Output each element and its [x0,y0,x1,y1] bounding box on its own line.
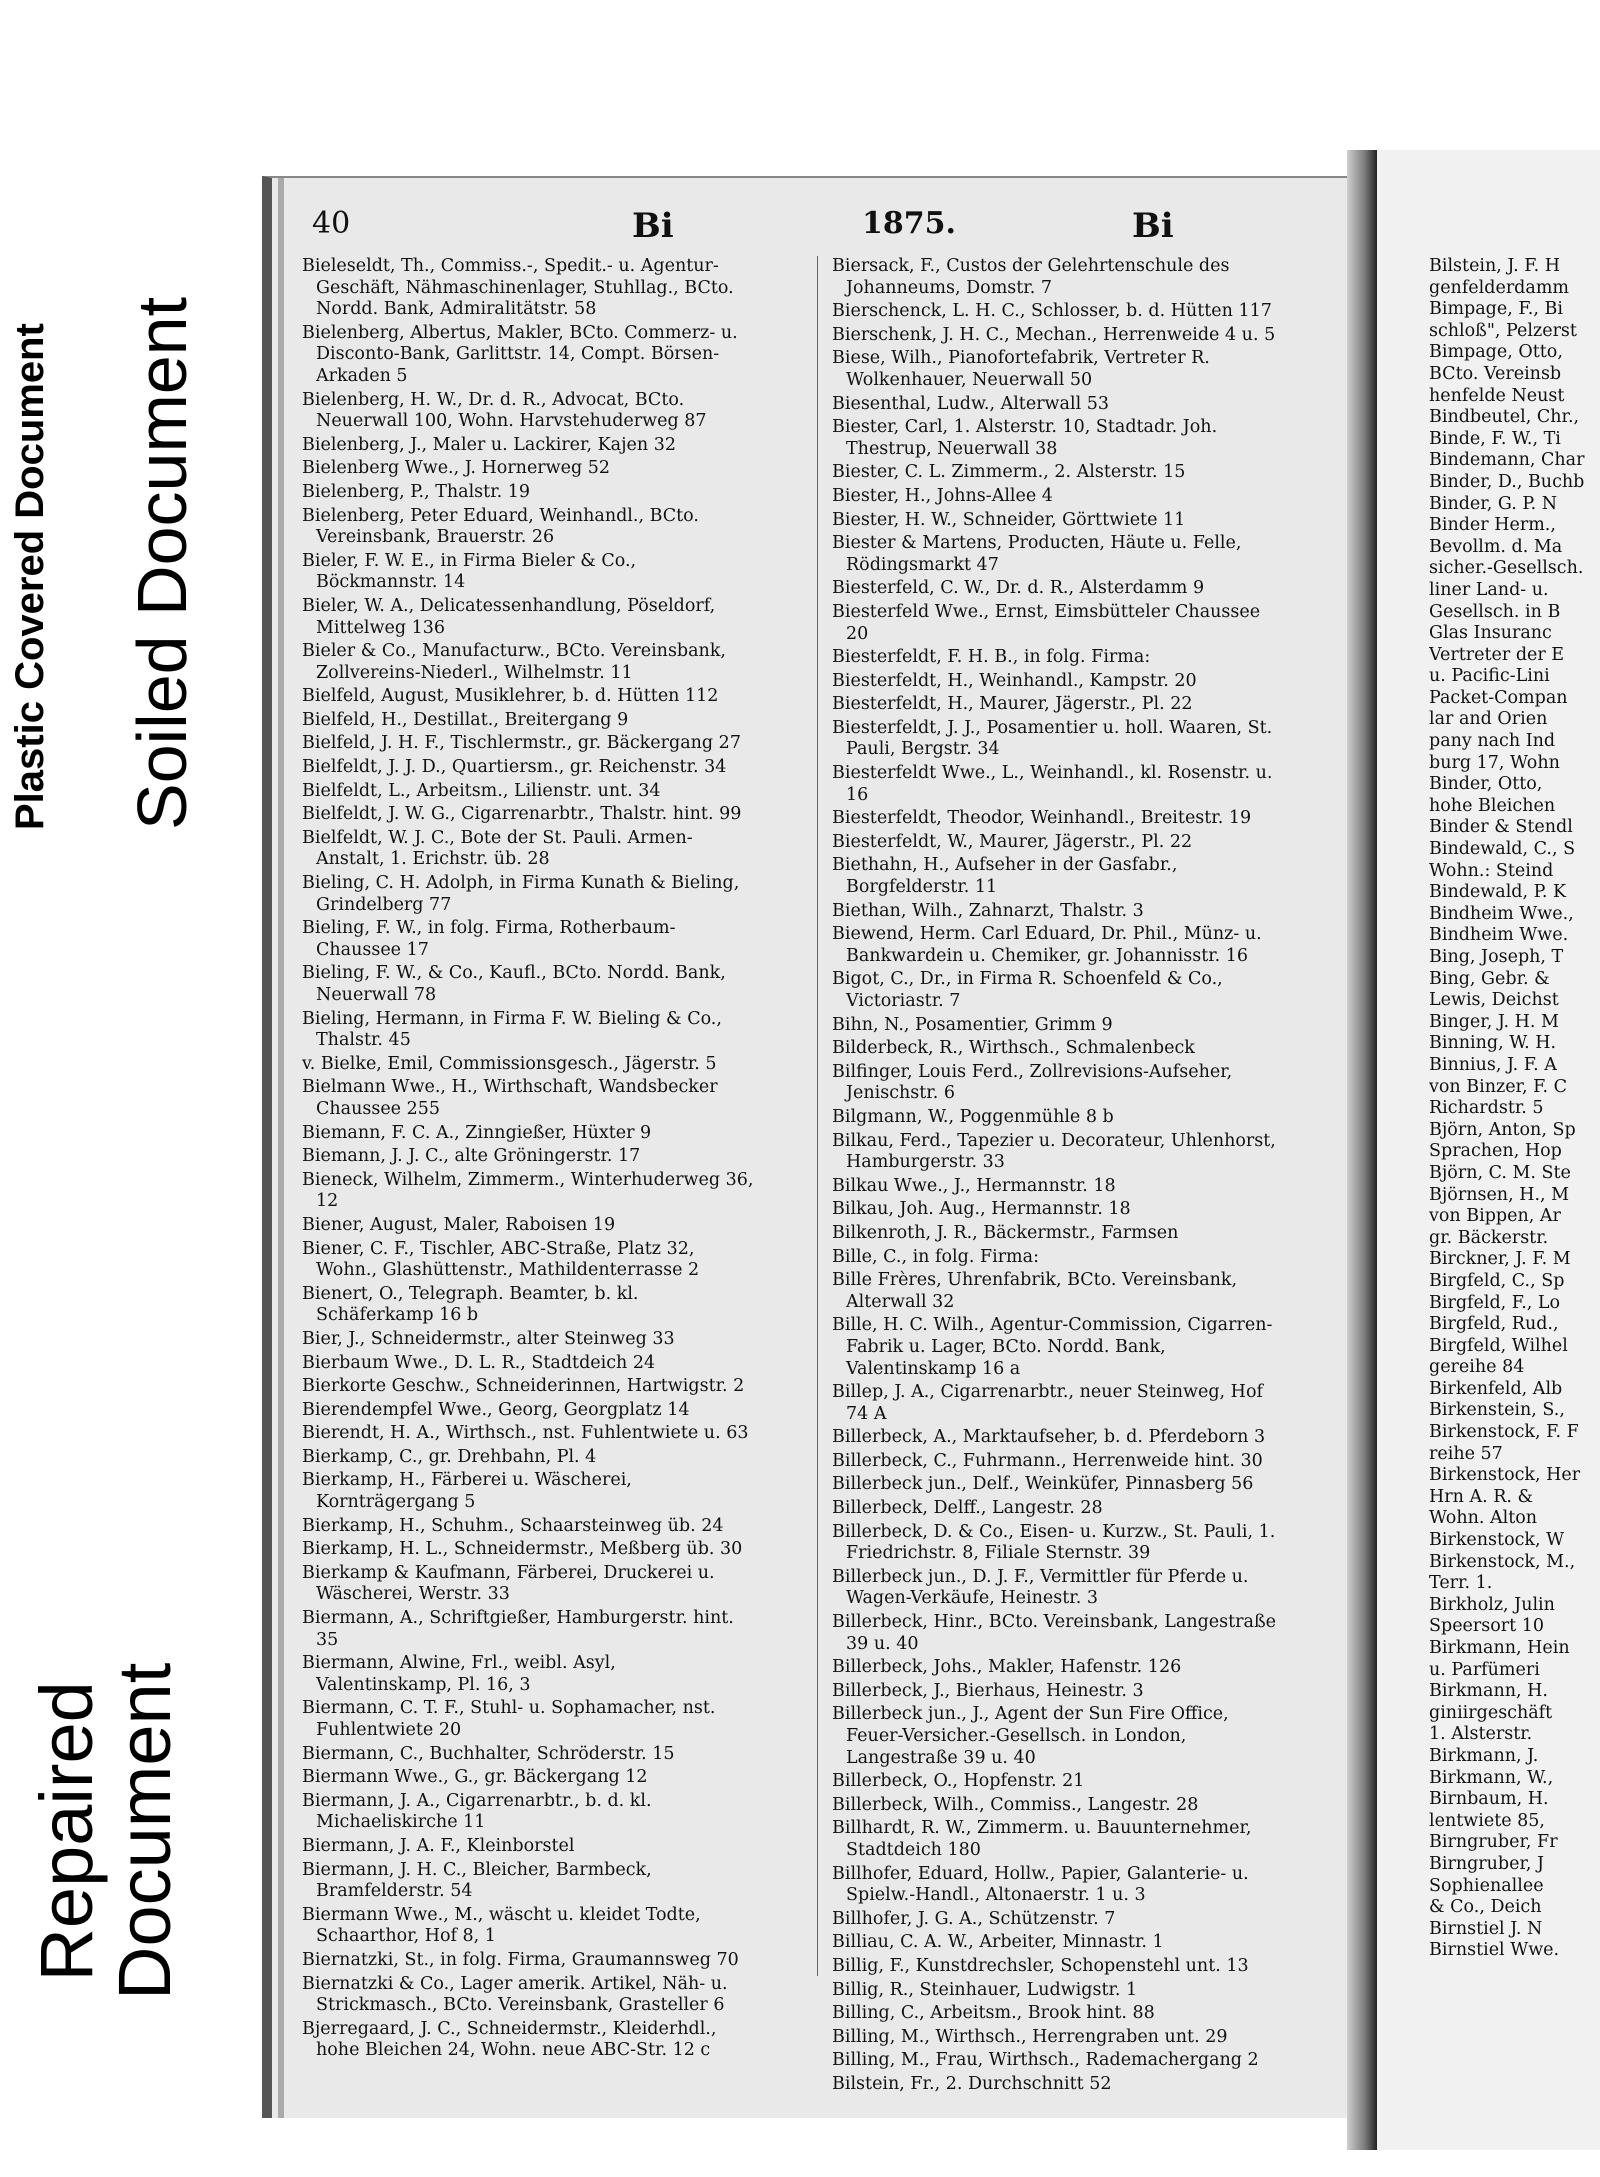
directory-entry: von Bippen, Ar [1429,1206,1561,1227]
directory-entry: Billerbeck, Johs., Makler, Hafenstr. 126 [832,1657,1182,1678]
directory-entry: Birnstiel Wwe. [1429,1940,1560,1961]
directory-entry: Billerbeck, A., Marktaufseher, b. d. Pferdeborn 3 [832,1427,1266,1448]
directory-entry: Bierkamp, H., Schuhm., Schaarsteinweg üb. 24 [302,1515,724,1536]
directory-entry: Birgfeld, Wilhel [1429,1335,1568,1356]
middle-column [832,256,1287,2098]
directory-entry: Billerbeck, C., Fuhrmann., Herrenweide hint. 30 [832,1450,1263,1471]
directory-entry: Bielenberg, J., Maler u. Lackirer, Kajen 32 [302,434,677,455]
directory-entry: u. Pacific-Lini [1429,666,1550,687]
directory-entry: lentwiete 85, [1429,1810,1545,1831]
directory-entry: Glas Insuranc [1429,623,1552,644]
directory-entry: Biermann, Alwine, Frl., weibl. Asyl, Valentinskamp, Pl. 16, 3 [302,1653,616,1695]
directory-entry: Bindheim Wwe., [1429,903,1574,924]
directory-entry: Binder, G. P. N [1429,493,1558,514]
directory-entry: Biesterfeldt, F. H. B., in folg. Firma: [832,647,1151,668]
directory-entry: Biester, Carl, 1. Alsterstr. 10, Stadtadr. Joh. Thestrup, Neuerwall 38 [832,417,1218,459]
directory-entry: pany nach Ind [1429,731,1556,752]
directory-entry: Billing, C., Arbeitsm., Brook hint. 88 [832,2003,1155,2024]
directory-entry: Billig, F., Kunstdrechsler, Schopenstehl unt. 13 [832,1955,1249,1976]
directory-entry: Bilgmann, W., Poggenmühle 8 b [832,1106,1114,1127]
directory-entry: Binde, F. W., Ti [1429,428,1561,449]
directory-entry: Billhofer, Eduard, Hollw., Papier, Galanterie- u. Spielw.-Handl., Altonaerstr. 1 u. 3 [832,1863,1249,1906]
directory-entry: Bindemann, Char [1429,450,1585,471]
directory-entry: Bielfeld, August, Musiklehrer, b. d. Hütten 112 [302,686,719,707]
side-label-plastic-covered: Plastic Covered Document [8,323,52,830]
directory-entry: Richardstr. 5 [1429,1098,1544,1119]
directory-entry: BCto. Vereinsb [1429,363,1562,384]
directory-entry: Biemann, F. C. A., Zinngießer, Hüxter 9 [302,1122,652,1143]
directory-entry: Billerbeck, Wilh., Commiss., Langestr. 28 [832,1794,1199,1815]
directory-entry: Bierkorte Geschw., Schneiderinnen, Hartwigstr. 2 [302,1376,745,1397]
directory-entry: Biernatzki & Co., Lager amerik. Artikel, Näh- u. Strickmasch., BCto. Vereinsbank, Grasteller 6 [302,1973,728,2016]
directory-entry: gereihe 84 [1429,1357,1525,1378]
directory-entry: Bieler, F. W. E., in Firma Bieler & Co., Böckmannstr. 14 [302,550,637,593]
directory-entry: Bindheim Wwe. [1429,925,1569,946]
directory-entry: Birnstiel J. N [1429,1918,1543,1939]
directory-entry: Bierbaum Wwe., D. L. R., Stadtdeich 24 [302,1352,656,1373]
directory-entry: giniirgeschäft [1429,1702,1553,1723]
directory-entry: Binder Herm., [1429,515,1556,536]
directory-entry: lar and Orien [1429,709,1548,730]
page-number: 40 [312,206,351,241]
directory-entry: Bimpage, Otto, [1429,342,1563,363]
directory-entry: Biener, C. F., Tischler, ABC-Straße, Platz 32, Wohn., Glashüttenstr., Mathildenterrasse 2 [302,1238,700,1281]
directory-entry: Biesterfeldt Wwe., L., Weinhandl., kl. Rosenstr. u. 16 [832,763,1273,805]
directory-entry: Biermann, A., Schriftgießer, Hamburgerstr. hint. 35 [302,1608,734,1650]
directory-entry: Bigot, C., Dr., in Firma R. Schoenfeld & Co., Victoriastr. 7 [832,969,1223,1011]
directory-entry: Björn, C. M. Ste [1429,1162,1571,1183]
side-label-repaired-line2: Document [102,1662,186,2000]
directory-entry: Bilderbeck, R., Wirthsch., Schmalenbeck [832,1038,1195,1059]
directory-entry: Biermann, J. A. F., Kleinborstel [302,1835,575,1856]
directory-entry: Biester, C. L. Zimmerm., 2. Alsterstr. 15 [832,462,1186,483]
directory-entry: Birkenstock, W [1429,1530,1565,1551]
directory-entry: Bierkamp & Kaufmann, Färberei, Druckerei u. Wäscherei, Werstr. 33 [302,1562,715,1605]
facing-page [1377,150,1600,2150]
directory-entry: Birnbaum, H. [1429,1789,1549,1810]
directory-entry: Bieneck, Wilhelm, Zimmerm., Winterhuderweg 36, 12 [302,1169,754,1212]
directory-entry: Bindewald, P. K [1429,882,1567,903]
directory-entry: Bilstein, J. F. H [1429,256,1561,276]
directory-entry: Gesellsch. in B [1429,601,1561,622]
directory-entry: Björnsen, H., M [1429,1184,1570,1205]
directory-entry: Bieling, F. W., in folg. Firma, Rotherbaum-Chaussee 17 [302,918,676,960]
directory-entry: Billerbeck, Delff., Langestr. 28 [832,1498,1103,1519]
directory-entry: Birkholz, Julin [1429,1594,1555,1615]
directory-entry: Biermann Wwe., G., gr. Bäckergang 12 [302,1767,648,1788]
directory-entry: Sophienallee [1429,1875,1544,1896]
directory-entry: Bielfeldt, L., Arbeitsm., Lilienstr. unt. 34 [302,780,661,801]
directory-entry: Birgfeld, Rud., [1429,1314,1559,1335]
directory-entry: Bilstein, Fr., 2. Durchschnitt 52 [832,2073,1112,2094]
directory-page [262,176,1357,2118]
directory-entry: Binder & Stendl [1429,817,1573,838]
directory-entry: Birckner, J. F. M [1429,1249,1571,1270]
directory-entry: Billerbeck, J., Bierhaus, Heinestr. 3 [832,1680,1144,1701]
directory-entry: Bieling, Hermann, in Firma F. W. Bieling & Co., Thalstr. 45 [302,1008,722,1051]
directory-entry: Birkmann, J. [1429,1745,1539,1766]
directory-entry: Bielfeldt, J. J. D., Quartiersm., gr. Reichenstr. 34 [302,757,727,778]
directory-entry: Bing, Gebr. & [1429,968,1550,989]
directory-entry: Bierkamp, H. L., Schneidermstr., Meßberg üb. 30 [302,1539,743,1560]
directory-entry: Billing, M., Frau, Wirthsch., Rademachergang 2 [832,2050,1259,2071]
directory-entry: u. Parfümeri [1429,1659,1540,1680]
directory-entry: v. Bielke, Emil, Commissionsgesch., Jägerstr. 5 [302,1053,717,1074]
directory-entry: Birkmann, H. [1429,1681,1548,1702]
directory-entry: Lewis, Deichst [1429,990,1559,1011]
directory-entry: Biesterfeldt, H., Maurer, Jägerstr., Pl. 22 [832,694,1193,715]
side-label-repaired-line1: Repaired [25,1681,108,1982]
directory-entry: Bielenberg, Peter Eduard, Weinhandl., BCto. Vereinsbank, Brauerstr. 26 [302,505,699,548]
directory-entry: Bilkau, Joh. Aug., Hermannstr. 18 [832,1199,1131,1220]
directory-entry: Billerbeck jun., D. J. F., Vermittler für Pferde u. Wagen-Verkäufe, Heinestr. 3 [832,1566,1249,1609]
directory-entry: Bielfeld, H., Destillat., Breitergang 9 [302,709,629,730]
directory-entry: Bierschenk, J. H. C., Mechan., Herrenweide 4 u. 5 [832,324,1276,345]
directory-entry: Bier, J., Schneidermstr., alter Steinweg 33 [302,1328,675,1349]
directory-entry: Biethan, Wilh., Zahnarzt, Thalstr. 3 [832,900,1144,921]
directory-entry: Billing, M., Wirthsch., Herrengraben unt. 29 [832,2026,1228,2047]
directory-entry: Birngruber, Fr [1429,1832,1558,1853]
book-gutter [1347,150,1377,2150]
directory-entry: Birkenstock, F. F [1429,1422,1579,1443]
directory-entry: burg 17, Wohn [1429,752,1560,773]
directory-entry: Billhofer, J. G. A., Schützenstr. 7 [832,1908,1116,1929]
directory-entry: Biesterfeldt, Theodor, Weinhandl., Breitestr. 19 [832,808,1252,829]
directory-entry: Bilkenroth, J. R., Bäckermstr., Farmsen [832,1222,1179,1243]
directory-entry: Sprachen, Hop [1429,1141,1562,1162]
directory-entry: Bilkau, Ferd., Tapezier u. Decorateur, Uhlenhorst, Hamburgerstr. 33 [832,1130,1276,1173]
directory-entry: Bienert, O., Telegraph. Beamter, b. kl. Schäferkamp 16 b [302,1283,639,1326]
directory-entry: Bindewald, C., S [1429,839,1576,860]
directory-entry: Bieler, W. A., Delicatessenhandlung, Pöseldorf, Mittelweg 136 [302,595,716,638]
directory-entry: Binning, W. H. [1429,1033,1557,1054]
directory-entry: Bielenberg, H. W., Dr. d. R., Advocat, BCto. Neuerwall 100, Wohn. Harvstehuderweg 87 [302,389,707,432]
facing-page-column [1429,256,1600,1962]
directory-entry: Billiau, C. A. W., Arbeiter, Minnastr. 1 [832,1932,1164,1953]
directory-entry: Billerbeck, O., Hopfenstr. 21 [832,1771,1085,1792]
left-column [302,256,757,2064]
column-divider [817,256,818,1976]
directory-entry: Bihn, N., Posamentier, Grimm 9 [832,1014,1113,1035]
directory-entry: Birkenstock, Her [1429,1465,1581,1486]
directory-entry: hohe Bleichen [1429,795,1556,816]
directory-entry: Birkenfeld, Alb [1429,1378,1563,1399]
directory-entry: Bierendempfel Wwe., Georg, Georgplatz 14 [302,1399,690,1420]
directory-entry: Biermann Wwe., M., wäscht u. kleidet Todte, Schaarthor, Hof 8, 1 [302,1904,701,1947]
directory-entry: Bevollm. d. Ma [1429,536,1563,557]
directory-entry: Bierkamp, C., gr. Drehbahn, Pl. 4 [302,1446,597,1467]
side-label-repaired [25,1662,186,2000]
directory-entry: Biethahn, H., Aufseher in der Gasfabr., Borgfelderstr. 11 [832,855,1178,898]
directory-entry: Vertreter der E [1429,644,1565,665]
directory-entry: sicher.-Gesellsch. [1429,558,1584,579]
directory-entry: Bilfinger, Louis Ferd., Zollrevisions-Aufseher, Jenischstr. 6 [832,1061,1233,1104]
directory-entry: Bierschenck, L. H. C., Schlosser, b. d. Hütten 117 [832,301,1272,322]
directory-entry: reihe 57 [1429,1443,1503,1464]
directory-entry: Billerbeck, D. & Co., Eisen- u. Kurzw., St. Pauli, 1. Friedrichstr. 8, Filiale Sternstr. 39 [832,1521,1276,1564]
directory-entry: Binger, J. H. M [1429,1011,1559,1032]
directory-entry: Wohn. Alton [1429,1508,1538,1529]
directory-entry: Bieling, C. H. Adolph, in Firma Kunath & Bieling, Grindelberg 77 [302,873,740,915]
directory-entry: Wohn.: Steind [1429,860,1554,881]
directory-entry: Biesenthal, Ludw., Alterwall 53 [832,393,1109,414]
directory-entry: Biermann, C., Buchhalter, Schröderstr. 15 [302,1743,675,1764]
directory-entry: Bierendt, H. A., Wirthsch., nst. Fuhlentwiete u. 63 [302,1423,749,1444]
page-header [302,206,1342,246]
directory-entry: Binder, D., Buchb [1429,471,1585,492]
header-right-tag: Bi [1132,206,1174,246]
directory-entry: Bielmann Wwe., H., Wirthschaft, Wandsbecker Chaussee 255 [302,1077,718,1119]
directory-entry: Biesterfeld, C. W., Dr. d. R., Alsterdamm 9 [832,578,1205,599]
directory-entry: Birkmann, Hein [1429,1638,1570,1658]
directory-entry: Birkenstock, M., [1429,1551,1576,1572]
directory-entry: Biese, Wilh., Pianofortefabrik, Vertreter R. Wolkenhauer, Neuerwall 50 [832,348,1210,390]
directory-entry: Biesterfeldt, W., Maurer, Jägerstr., Pl. 22 [832,831,1193,852]
directory-entry: Björn, Anton, Sp [1429,1119,1576,1140]
directory-entry: Bielenberg Wwe., J. Hornerweg 52 [302,458,611,479]
directory-entry: Biernatzki, St., in folg. Firma, Graumannsweg 70 [302,1949,739,1970]
directory-entry: Birgfeld, C., Sp [1429,1270,1565,1291]
directory-entry: 1. Alsterstr. [1429,1724,1533,1745]
directory-entry: Billerbeck jun., J., Agent der Sun Fire Office, Feuer-Versicher.-Gesellsch. in London, Langestraße 39 u. 40 [832,1704,1229,1768]
directory-entry: Birkmann, W., [1429,1767,1554,1788]
directory-entry: Billerbeck, Hinr., BCto. Vereinsbank, Langestraße 39 u. 40 [832,1612,1277,1654]
directory-entry: Bielfeldt, J. W. G., Cigarrenarbtr., Thalstr. hint. 99 [302,804,742,825]
directory-entry: Bielenberg, Albertus, Makler, BCto. Commerz- u. Disconto-Bank, Garlittstr. 14, Compt. Börsen-Arkaden 5 [302,322,738,386]
directory-entry: gr. Bäckerstr. [1429,1227,1549,1248]
directory-entry: Billep, J. A., Cigarrenarbtr., neuer Steinweg, Hof 74 A [832,1382,1263,1424]
directory-entry: Bielfeldt, W. J. C., Bote der St. Pauli. Armen-Anstalt, 1. Erichstr. üb. 28 [302,827,693,870]
directory-entry: Biesterfeld Wwe., Ernst, Eimsbütteler Chaussee 20 [832,601,1261,644]
directory-entry: Birngruber, J [1429,1853,1545,1874]
directory-entry: Bjerregaard, J. C., Schneidermstr., Kleiderhdl., hohe Bleichen 24, Wohn. neue ABC-Str. 12 c [302,2018,717,2061]
directory-entry: Biewend, Herm. Carl Eduard, Dr. Phil., Münz- u. Bankwardein u. Chemiker, gr. Johannisstr. 16 [832,924,1262,966]
directory-entry: Bilkau Wwe., J., Hermannstr. 18 [832,1175,1116,1196]
directory-entry: Billerbeck jun., Delf., Weinküfer, Pinnasberg 56 [832,1474,1254,1495]
directory-entry: Billig, R., Steinhauer, Ludwigstr. 1 [832,1979,1138,2000]
directory-entry: Bimpage, F., Bi [1429,299,1563,320]
directory-entry: Bieler & Co., Manufacturw., BCto. Vereinsbank, Zollvereins-Niederl., Wilhelmstr. 11 [302,641,726,683]
directory-entry: Biermann, C. T. F., Stuhl- u. Sophamacher, nst. Fuhlentwiete 20 [302,1698,716,1740]
side-label-soiled: Soiled Document [123,296,201,830]
directory-entry: Biester & Martens, Producten, Häute u. Felle, Rödingsmarkt 47 [832,533,1242,575]
directory-entry: Terr. 1. [1429,1573,1493,1594]
directory-entry: Bieleseldt, Th., Commiss.-, Spedit.- u. Agentur-Geschäft, Nähmaschinenlager, Stuhllag., BCto. Nordd. Bank, Admiralitätstr. 58 [302,256,734,320]
directory-entry: Bieling, F. W., & Co., Kaufl., BCto. Nordd. Bank, Neuerwall 78 [302,963,726,1005]
header-left-tag: Bi [632,206,674,246]
directory-entry: Biester, H. W., Schneider, Görttwiete 11 [832,509,1186,530]
directory-entry: Bille, H. C. Wilh., Agentur-Commission, Cigarren-Fabrik u. Lager, BCto. Nordd. Bank, Valentinskamp 16 a [832,1315,1273,1379]
directory-entry: Biester, H., Johns-Allee 4 [832,485,1053,506]
directory-entry: Speersort 10 [1429,1616,1545,1637]
directory-entry: Biermann, J. A., Cigarrenarbtr., b. d. kl. Michaeliskirche 11 [302,1790,652,1833]
directory-entry: & Co., Deich [1429,1897,1542,1918]
directory-entry: Biener, August, Maler, Raboisen 19 [302,1214,616,1235]
directory-entry: Biemann, J. J. C., alte Gröningerstr. 17 [302,1146,641,1167]
directory-entry: Biermann, J. H. C., Bleicher, Barmbeck, Bramfelderstr. 54 [302,1859,652,1902]
directory-entry: Birgfeld, F., Lo [1429,1292,1561,1313]
header-year: 1875. [862,206,956,241]
directory-entry: von Binzer, F. C [1429,1076,1568,1097]
directory-entry: schloß", Pelzerst [1429,320,1577,341]
directory-entry: Bielenberg, P., Thalstr. 19 [302,481,531,502]
directory-entry: Birkenstein, S., [1429,1400,1565,1421]
directory-entry: genfelderdamm [1429,277,1570,298]
directory-entry: liner Land- u. [1429,579,1549,600]
directory-entry: Bindbeutel, Chr., [1429,407,1580,428]
directory-entry: Biesterfeldt, J. J., Posamentier u. holl. Waaren, St. Pauli, Bergstr. 34 [832,717,1273,760]
directory-entry: Bille, C., in folg. Firma: [832,1246,1039,1267]
directory-entry: Bille Frères, Uhrenfabrik, BCto. Vereinsbank, Alterwall 32 [832,1270,1238,1312]
directory-entry: Biersack, F., Custos der Gelehrtenschule des Johanneums, Domstr. 7 [832,256,1230,298]
directory-entry: Packet-Compan [1429,687,1568,708]
directory-entry: henfelde Neust [1429,385,1565,406]
directory-entry: Bielfeld, J. H. F., Tischlermstr., gr. Bäckergang 27 [302,733,741,754]
directory-entry: Binder, Otto, [1429,774,1543,795]
directory-entry: Binnius, J. F. A [1429,1054,1557,1075]
directory-entry: Biesterfeldt, H., Weinhandl., Kampstr. 20 [832,670,1197,691]
directory-entry: Hrn A. R. & [1429,1486,1534,1507]
directory-entry: Bing, Joseph, T [1429,947,1564,967]
directory-entry: Bierkamp, H., Färberei u. Wäscherei, Kornträgergang 5 [302,1470,632,1513]
directory-entry: Billhardt, R. W., Zimmerm. u. Bauunternehmer, Stadtdeich 180 [832,1818,1252,1860]
